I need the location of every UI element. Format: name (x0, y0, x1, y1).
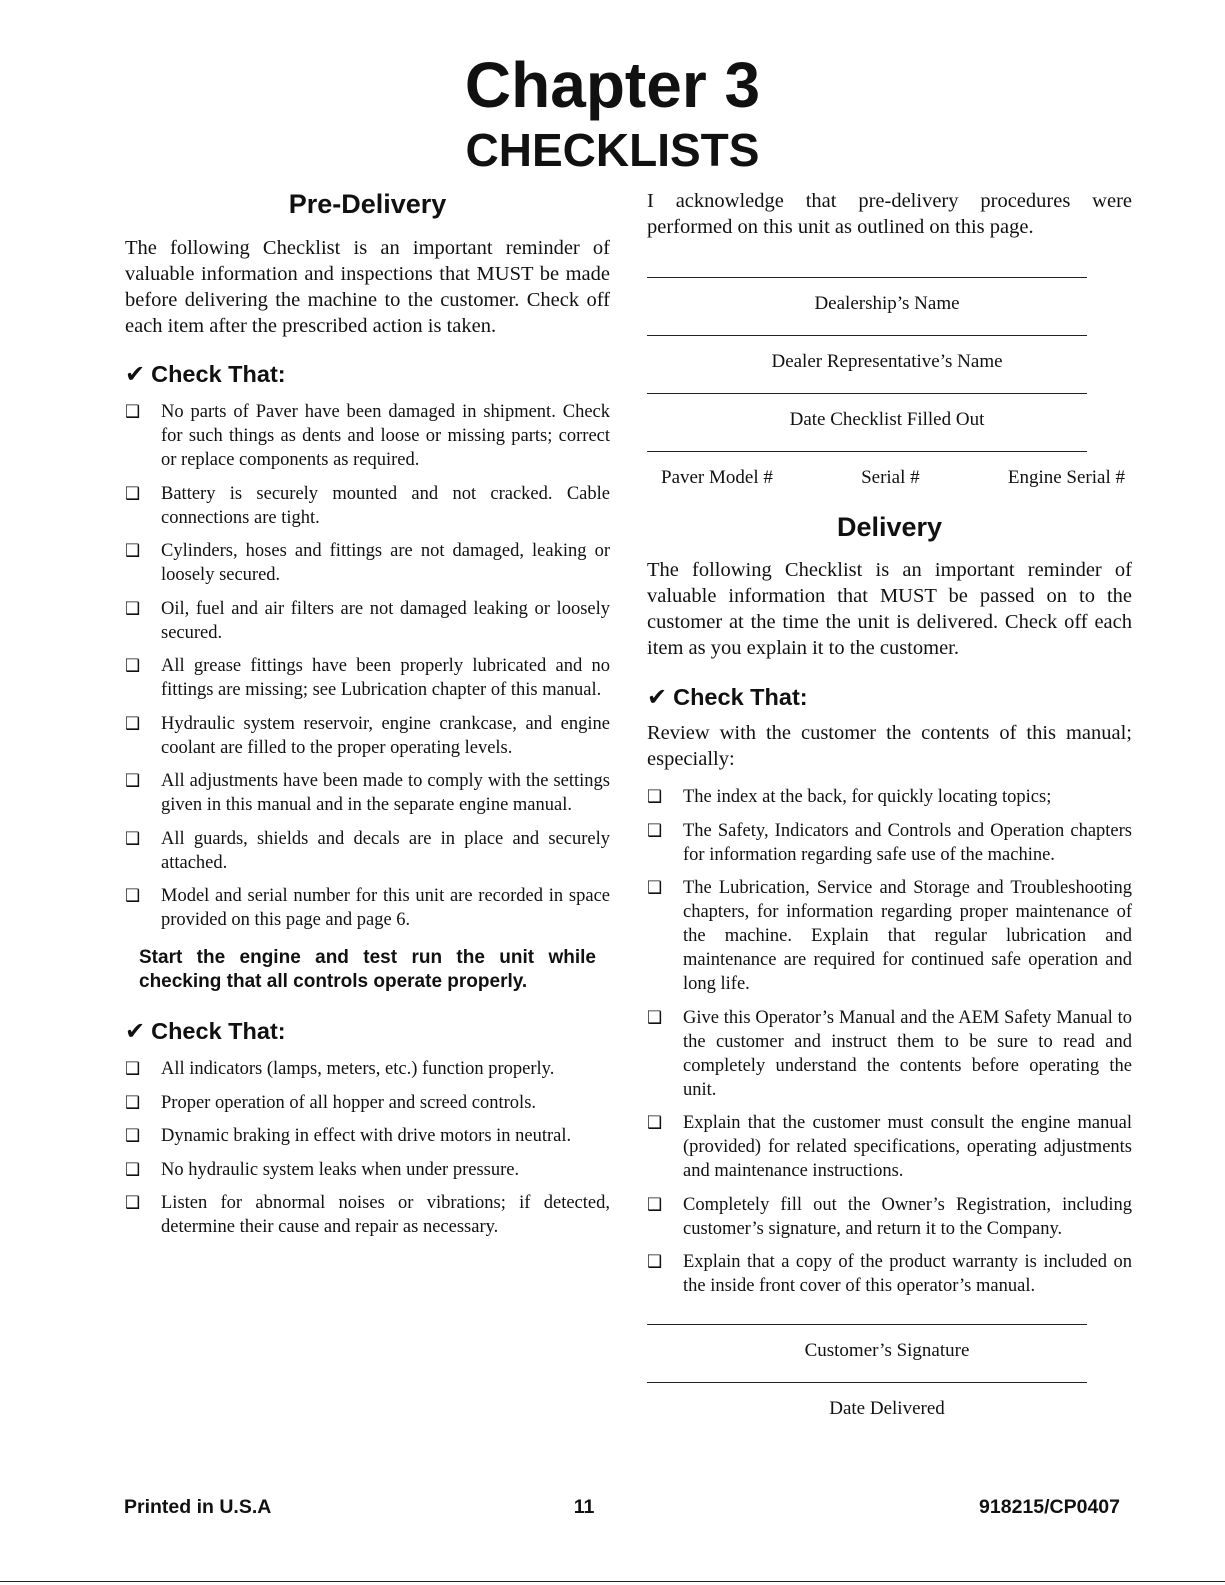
checkbox-icon[interactable]: ❑ (125, 402, 141, 422)
check-that-label: Check That: (151, 361, 286, 387)
delivery-column (647, 184, 1132, 1421)
checklist-item-text: No parts of Paver have been damaged in shipment. Check for such things as dents and loose or missing parts; correct or replace components as required. (161, 402, 610, 470)
document-code: 918215/CP0407 (979, 1496, 1120, 1518)
checkbox-icon[interactable]: ❑ (125, 828, 141, 849)
checklist-item-text: Cylinders, hoses and fittings are not damaged, leaking or loosely secured. (161, 541, 610, 585)
date-filled-line[interactable] (647, 393, 1087, 394)
bottom-rule (0, 1581, 1225, 1582)
checkbox-icon[interactable]: ❑ (125, 771, 141, 791)
pre-delivery-column (125, 184, 610, 1249)
delivery-check-that-heading (647, 682, 1132, 712)
checklist-item-text: Explain that the customer must consult the engine manual (provided) for related specifications, operating adjustments and maintenance instructions. (683, 1113, 1132, 1181)
checklist-item (125, 827, 610, 875)
checklist-item (125, 482, 610, 530)
pre-delivery-title: Pre-Delivery (288, 189, 447, 219)
acknowledgement-text: I acknowledge that pre-delivery procedures were performed on this unit as outlined on this page. (647, 190, 1132, 238)
checklist-item (125, 1057, 610, 1081)
checklist-item-text: Model and serial number for this unit are recorded in space provided on this page and page 6. (161, 886, 610, 930)
dealership-name-label: Dealership’s Name (814, 293, 960, 314)
delivery-title: Delivery (836, 512, 943, 542)
checklist-item-text: Proper operation of all hopper and screed controls. (161, 1092, 537, 1113)
dealer-rep-name-label: Dealer Representative’s Name (771, 351, 1003, 372)
checklist-item (125, 539, 610, 587)
checkmark-icon: ✔ (125, 360, 146, 388)
checkbox-icon[interactable]: ❑ (647, 878, 663, 898)
checkbox-icon[interactable]: ❑ (125, 1159, 141, 1180)
checklist-item (125, 712, 610, 760)
checklist-item-text: All guards, shields and decals are in place and securely attached. (161, 828, 610, 873)
checkbox-icon[interactable]: ❑ (647, 1252, 663, 1272)
checkbox-icon[interactable]: ❑ (647, 1194, 663, 1215)
checkbox-icon[interactable]: ❑ (125, 1193, 141, 1213)
date-filled-label: Date Checklist Filled Out (789, 409, 985, 430)
checkbox-icon[interactable]: ❑ (125, 1126, 141, 1146)
page-number: 11 (573, 1496, 595, 1518)
checklist-item (125, 1124, 610, 1148)
check-that-heading-1 (125, 359, 610, 389)
checkbox-icon[interactable]: ❑ (125, 541, 141, 561)
check-that-label: Check That: (673, 684, 808, 710)
dealer-rep-name-line[interactable] (647, 335, 1087, 336)
checkbox-icon[interactable]: ❑ (125, 656, 141, 676)
date-delivered-line[interactable] (647, 1382, 1087, 1383)
checkbox-icon[interactable]: ❑ (647, 1113, 663, 1133)
checklist-item-text: Dynamic braking in effect with drive motors in neutral. (161, 1126, 572, 1146)
checkbox-icon[interactable]: ❑ (125, 886, 141, 906)
engine-test-note: Start the engine and test run the unit while checking that all controls operate properly. (139, 947, 596, 992)
checkbox-icon[interactable]: ❑ (647, 787, 663, 807)
checklist-item-text: The Safety, Indicators and Controls and Operation chapters for information regarding safe use of the machine. (683, 820, 1132, 865)
checkmark-icon: ✔ (125, 1017, 146, 1045)
engine-serial-label: Engine Serial # (1007, 467, 1125, 488)
checkmark-icon: ✔ (647, 683, 668, 711)
printed-in-label: Printed in U.S.A (124, 1496, 272, 1518)
delivery-intro: The following Checklist is an important reminder of valuable information that MUST be passed on to the customer at the time the unit is delivered. Check off each item as you explain it to the customer. (647, 559, 1132, 659)
checklist-item (647, 1193, 1132, 1241)
checklist-item-text: The index at the back, for quickly locating topics; (683, 787, 1052, 807)
checkbox-icon[interactable]: ❑ (125, 713, 141, 734)
dealership-name-line[interactable] (647, 277, 1087, 278)
check-that-label: Check That: (151, 1018, 286, 1044)
model-serial-labels (647, 466, 1125, 490)
pre-delivery-checklist-1 (125, 400, 610, 932)
chapter-title: Chapter 3 (464, 49, 761, 121)
customer-signature-line[interactable] (647, 1324, 1087, 1325)
checkbox-icon[interactable]: ❑ (647, 820, 663, 841)
checklist-item-text: Listen for abnormal noises or vibrations; if detected, determine their cause and repair as necessary. (161, 1193, 610, 1237)
review-text: Review with the customer the contents of this manual; especially: (647, 722, 1132, 770)
checklist-item (647, 1006, 1132, 1102)
paver-model-label: Paver Model # (661, 467, 773, 488)
checklist-item-text: Completely fill out the Owner’s Registration, including customer’s signature, and return it to the Company. (683, 1194, 1132, 1239)
customer-signature-label: Customer’s Signature (804, 1340, 970, 1361)
checklist-item (125, 1091, 610, 1115)
checklist-item-text: All adjustments have been made to comply with the settings given in this manual and in the separate engine manual. (161, 771, 610, 815)
checklist-item (125, 400, 610, 472)
checklist-item (125, 884, 610, 932)
checklist-item (125, 597, 610, 645)
check-that-heading-2 (125, 1016, 610, 1046)
checklist-item-text: The Lubrication, Service and Storage and Troubleshooting chapters, for information regarding proper maintenance of the machine. Explain that regular lubrication and maintenance are required for continued safe operation and long life. (683, 878, 1132, 994)
checklist-item-text: Oil, fuel and air filters are not damaged leaking or loosely secured. (161, 598, 610, 643)
serial-label: Serial # (861, 467, 920, 488)
checklist-item (125, 769, 610, 817)
checklist-item (125, 1158, 610, 1182)
checklist-item-text: All grease fittings have been properly lubricated and no fittings are missing; see Lubrication chapter of this manual. (161, 656, 610, 700)
checklist-item-text: No hydraulic system leaks when under pressure. (161, 1159, 520, 1180)
checklist-item (125, 1191, 610, 1239)
checklist-item (125, 654, 610, 702)
checklist-item-text: All indicators (lamps, meters, etc.) function properly. (161, 1059, 555, 1079)
checklist-item-text: Explain that a copy of the product warranty is included on the inside front cover of this operator’s manual. (683, 1252, 1132, 1296)
date-delivered-label: Date Delivered (829, 1398, 945, 1419)
delivery-checklist (647, 785, 1132, 1298)
checklist-item (647, 1111, 1132, 1183)
checkbox-icon[interactable]: ❑ (647, 1007, 663, 1028)
checkbox-icon[interactable]: ❑ (125, 1092, 141, 1113)
checklist-item (647, 876, 1132, 996)
checklist-item-text: Battery is securely mounted and not cracked. Cable connections are tight. (161, 483, 610, 528)
checklist-item (647, 785, 1132, 809)
model-serial-line[interactable] (647, 451, 1087, 452)
checklist-item-text: Hydraulic system reservoir, engine crankcase, and engine coolant are filled to the proper operating levels. (161, 713, 610, 758)
page-footer (124, 1496, 1120, 1522)
checklist-item (647, 1250, 1132, 1298)
checkbox-icon[interactable]: ❑ (125, 483, 141, 504)
checkbox-icon[interactable]: ❑ (125, 1059, 141, 1079)
chapter-subtitle: CHECKLISTS (465, 124, 760, 176)
pre-delivery-intro: The following Checklist is an important reminder of valuable information and inspections that MUST be made before delivering the machine to the customer. Check off each item after the prescribed action is taken. (125, 237, 610, 337)
checkbox-icon[interactable]: ❑ (125, 598, 141, 619)
checklist-item-text: Give this Operator’s Manual and the AEM Safety Manual to the customer and instruct them to be sure to read and completely understand the contents before operating the unit. (683, 1007, 1132, 1100)
checklist-item (647, 819, 1132, 867)
pre-delivery-checklist-2 (125, 1057, 610, 1239)
